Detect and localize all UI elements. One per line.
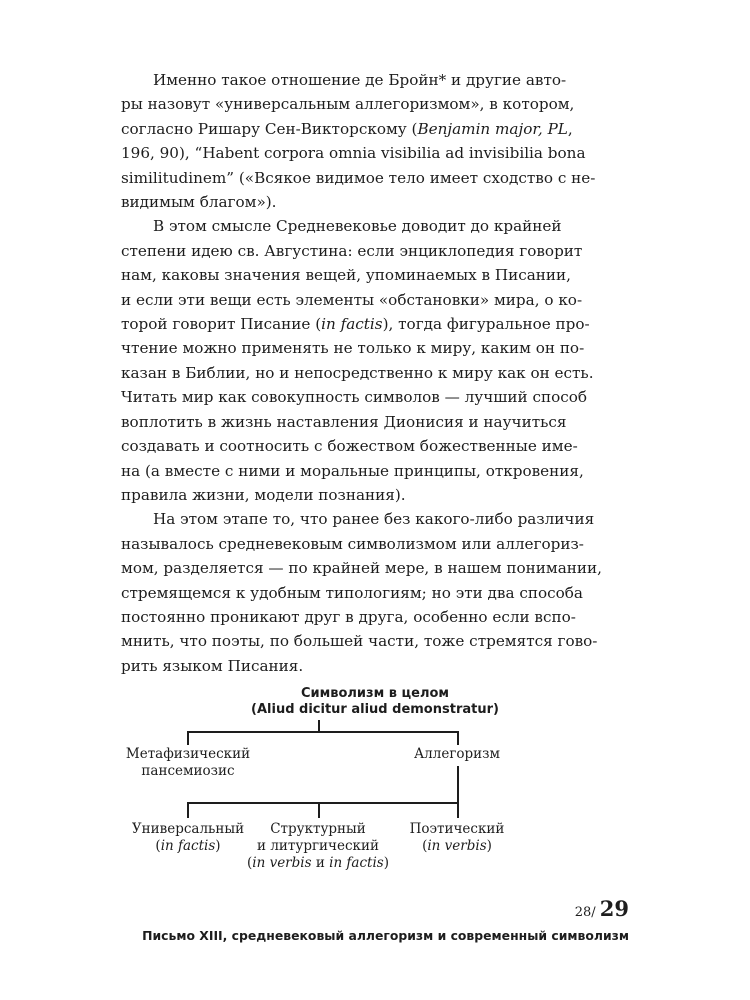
connector-root-down [318,720,320,732]
body-text [121,68,602,678]
text-line: чтение можно применять не только к миру, каким он по- [121,339,585,358]
diagram-root-subtitle: (Aliud dicitur aliud demonstratur) [251,702,499,717]
text-line: правила жизни, модели познания). [121,485,406,504]
diagram-node-pansemiosis: пансемиозис [141,763,235,779]
connector-leaf1-down [187,802,189,818]
diagram-root-title: Символизм в целом [300,686,450,701]
text-line: степени идею св. Августина: если энциклопедия говорит [121,241,583,260]
text-line: На этом этапе то, что ранее без какого-либо различия [153,510,595,529]
diagram-leaf-structural-mode: (in verbis и in factis) [246,855,389,871]
text-line: мом, разделяется — по крайней мере, в нашем понимании, [121,559,602,578]
text-line: согласно Ришару Сен-Викторскому (Benjamin major, PL, [121,119,573,138]
connector-right-down [457,731,459,745]
diagram-leaf-structural: Структурный [270,821,366,837]
text-line: similitudinem” («Всякое видимое тело имеет сходство с не- [121,168,596,187]
paragraph [121,68,596,214]
connector-allegorism-down [457,766,459,803]
running-title: Письмо XIII, средневековый аллегоризм и современный символизм [142,928,629,943]
paragraph [121,214,594,507]
paragraph [121,507,602,678]
text-line: нам, каковы значения вещей, упоминаемых в Писании, [121,266,571,285]
page-number-large: 29 [599,896,629,921]
connector-leaf2-down [318,802,320,818]
text-line: Именно такое отношение де Бройн* и другие авто- [153,71,567,89]
text-line: и если эти вещи есть элементы «обстановки» мира, о ко- [121,290,583,309]
text-line: называлось средневековым символизмом или аллегориз- [121,534,584,553]
text-line: постоянно проникают друг в друга, особенно если вспо- [121,607,576,626]
connector-leaf3-down [457,802,459,818]
text-line: создавать и соотносить с божеством божественные име- [121,437,578,456]
connector-left-down [187,731,189,745]
page-number-small: 28/ [574,905,596,920]
diagram-leaf-poetic-mode: (in verbis) [422,838,492,854]
text-line: воплотить в жизнь наставления Дионисия и научиться [121,412,567,431]
text-line: на (а вместе с ними и моральные принципы, откровения, [121,461,584,480]
text-line: рить языком Писания. [121,656,304,675]
text-line: Читать мир как совокупность символов — лучший способ [121,388,588,407]
diagram-leaf-liturgical: и литургический [257,838,379,854]
text-line: ры назовут «универсальным аллегоризмом», в котором, [121,95,575,114]
diagram-leaf-universal-mode: (in factis) [155,838,221,854]
text-line: стремящемся к удобным типологиям; но эти два способа [121,583,583,602]
connector-level1-horizontal [187,731,458,733]
diagram-leaf-poetic: Поэтический [409,821,505,837]
text-line: В этом смысле Средневековье доводит до крайней [153,217,562,236]
text-line: 196, 90), “Habent corpora omnia visibilia ad invisibilia bona [121,144,586,163]
connector-level2-horizontal [187,802,458,804]
text-line: мнить, что поэты, по большей части, тоже стремятся гово- [121,632,598,651]
text-line: торой говорит Писание (in factis), тогда фигуральное про- [121,315,590,334]
page-number [575,896,629,921]
text-line: казан в Библии, но и непосредственно к миру как он есть. [121,363,594,382]
diagram-leaf-universal: Универсальный [131,821,245,837]
diagram-node-metaphysical: Метафизический [125,746,251,762]
diagram-node-allegorism: Аллегоризм [413,746,501,762]
text-line: видимым благом»). [121,193,277,212]
